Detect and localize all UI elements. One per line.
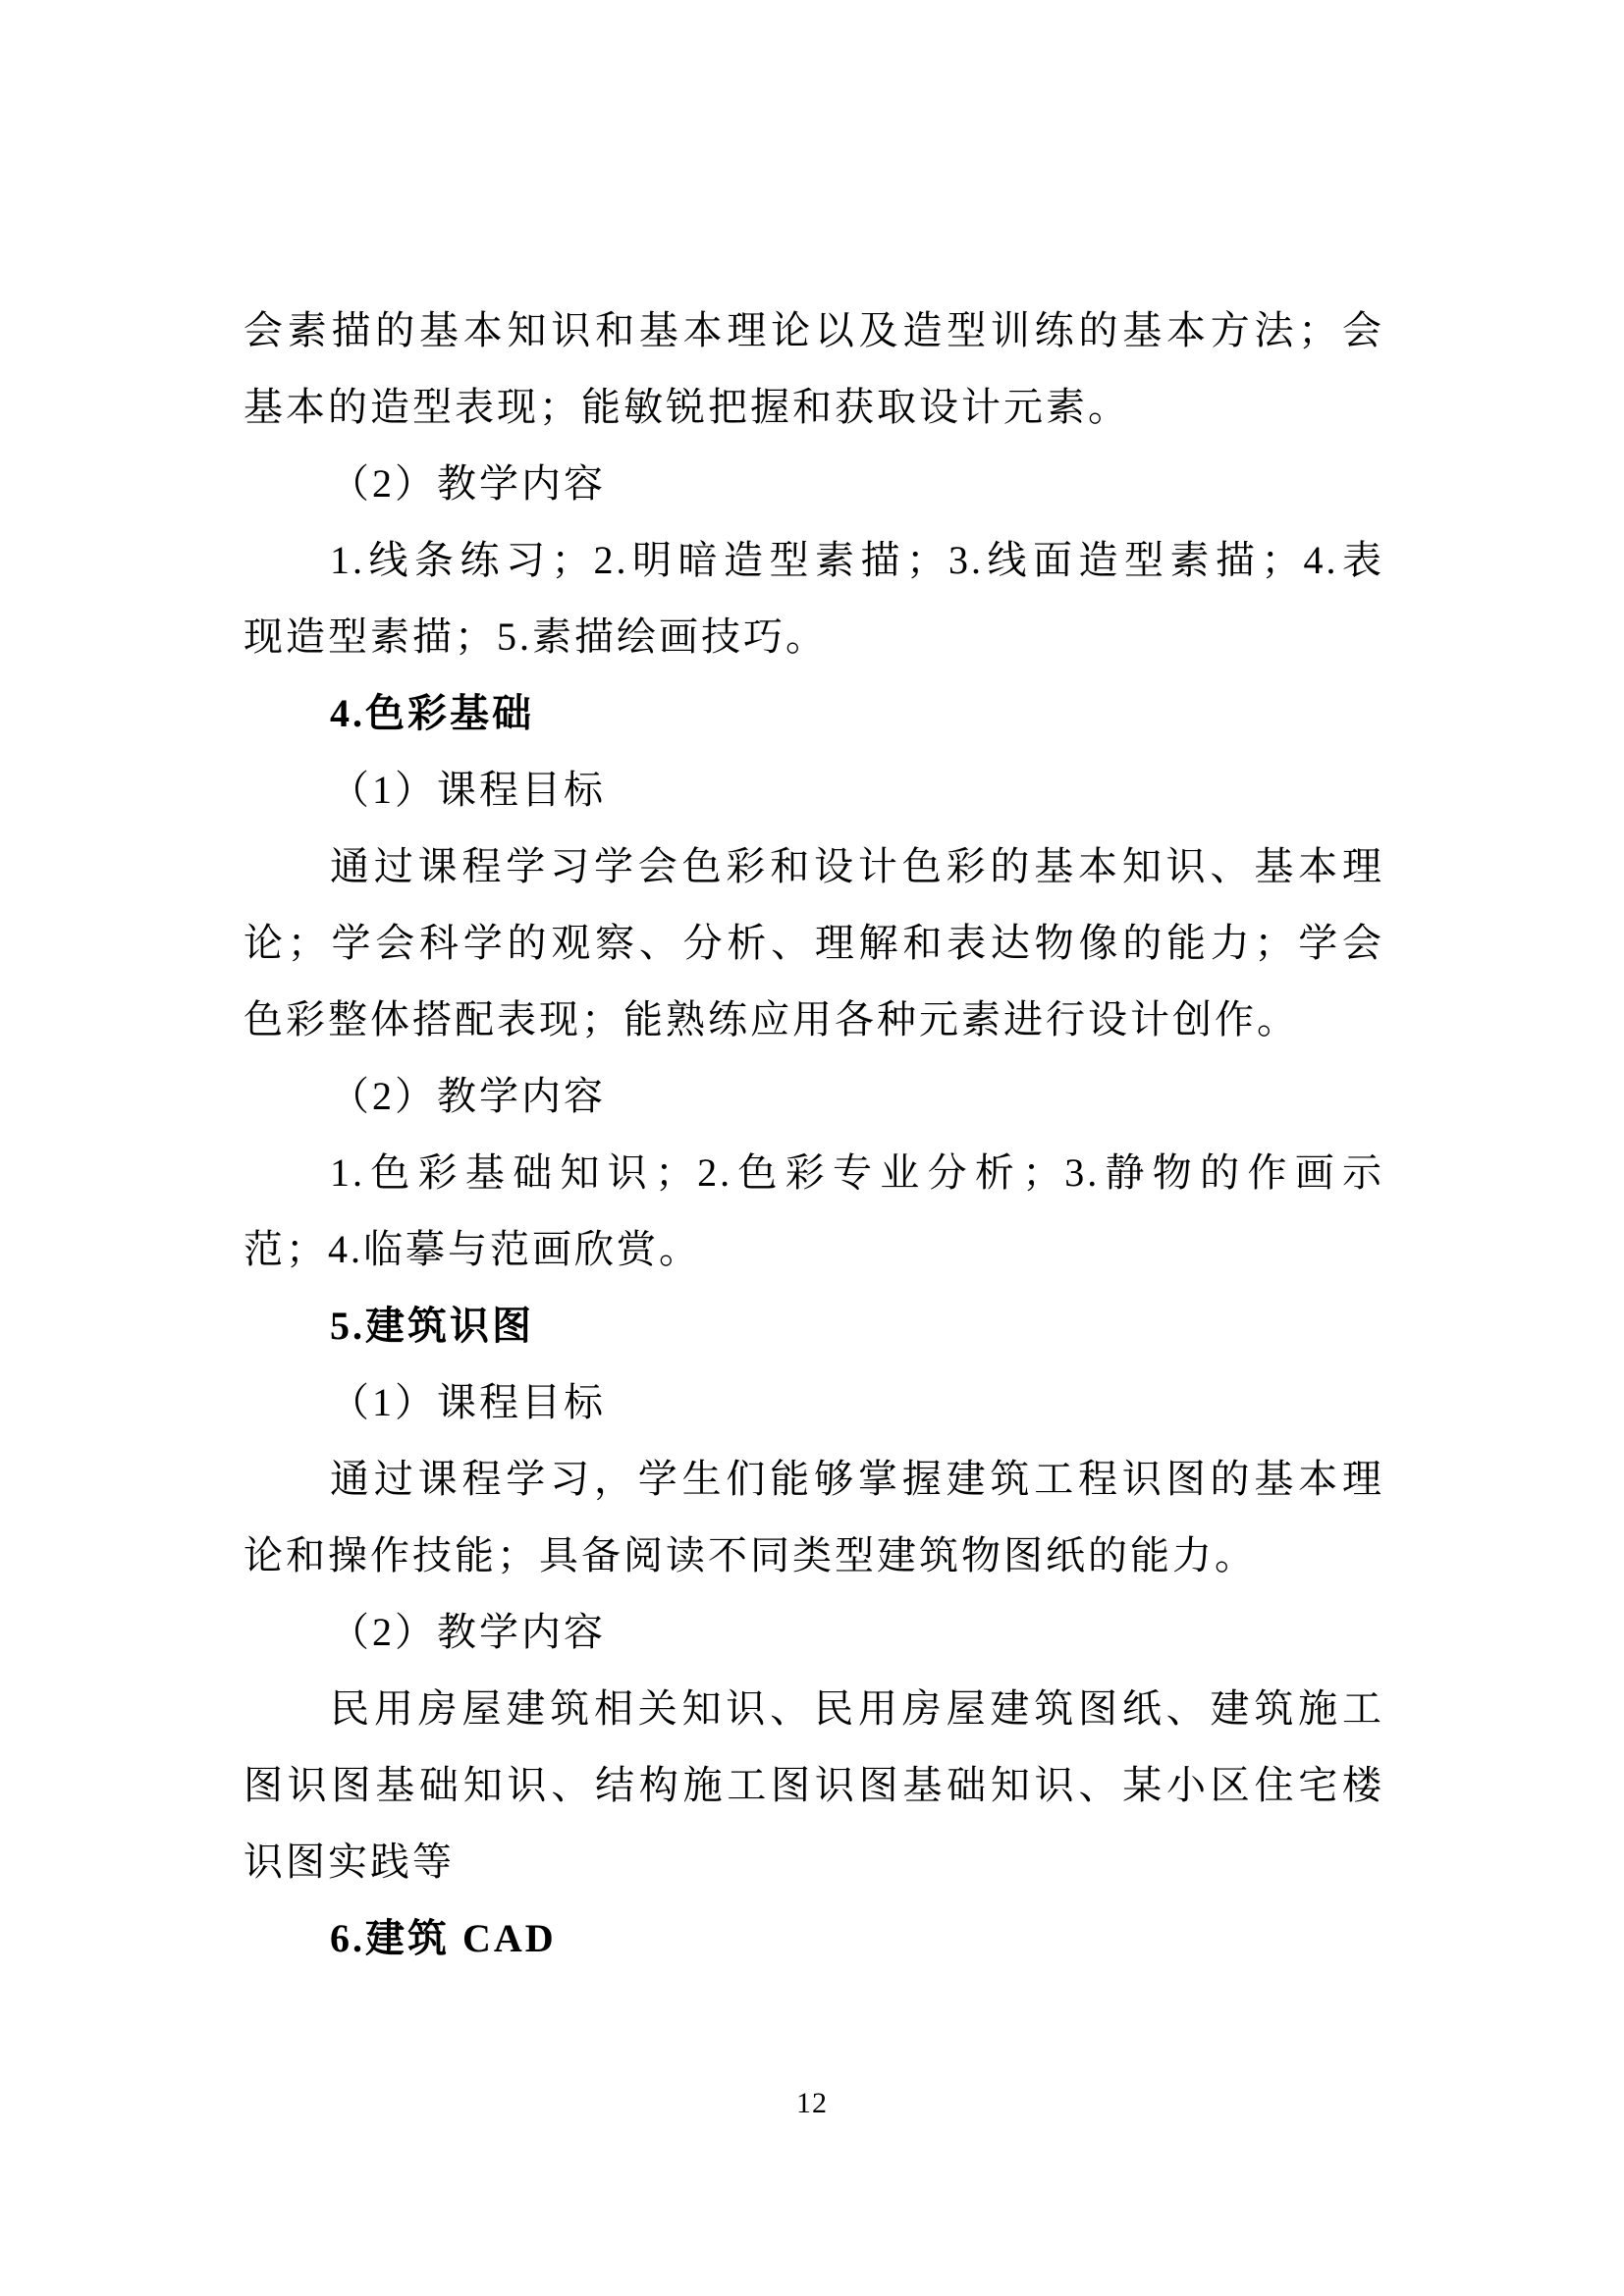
paragraph — [244, 1364, 1384, 1441]
text-line: （1）课程目标 — [330, 768, 606, 812]
text-line: 论和操作技能；具备阅读不同类型建筑物图纸的能力。 — [244, 1533, 1257, 1577]
text-line: 1.色彩基础知识；2.色彩专业分析；3.静物的作画示 — [330, 1150, 1384, 1195]
text-line: 现造型素描；5.素描绘画技巧。 — [244, 614, 828, 659]
paragraph — [244, 522, 1384, 675]
text-line: 4.色彩基础 — [330, 691, 534, 735]
text-line: 6.建筑 CAD — [330, 1916, 557, 1960]
text-line: 会素描的基本知识和基本理论以及造型训练的基本方法；会 — [244, 308, 1384, 352]
section-heading — [244, 675, 1384, 752]
page-body — [244, 293, 1384, 1977]
paragraph — [244, 752, 1384, 828]
text-line: 识图实践等 — [244, 1840, 455, 1884]
text-line: （2）教学内容 — [330, 461, 606, 506]
paragraph — [244, 828, 1384, 1058]
text-line: 图识图基础知识、结构施工图识图基础知识、某小区住宅楼 — [244, 1763, 1384, 1807]
text-line: （1）课程目标 — [330, 1380, 606, 1424]
section-heading — [244, 1288, 1384, 1364]
text-line: 范；4.临摹与范画欣赏。 — [244, 1227, 701, 1271]
paragraph — [244, 1594, 1384, 1671]
text-line: 论；学会科学的观察、分析、理解和表达物像的能力；学会 — [244, 921, 1384, 965]
text-line: 1.线条练习；2.明暗造型素描；3.线面造型素描；4.表 — [330, 538, 1384, 582]
paragraph — [244, 1135, 1384, 1288]
paragraph — [244, 446, 1384, 522]
text-line: 5.建筑识图 — [330, 1304, 534, 1348]
text-line: （2）教学内容 — [330, 1074, 606, 1118]
text-line: （2）教学内容 — [330, 1610, 606, 1654]
paragraph — [244, 1441, 1384, 1594]
text-line: 基本的造型表现；能敏锐把握和获取设计元素。 — [244, 385, 1130, 429]
text-line: 通过课程学习，学生们能够掌握建筑工程识图的基本理 — [330, 1457, 1384, 1501]
text-line: 通过课程学习学会色彩和设计色彩的基本知识、基本理 — [330, 844, 1384, 888]
page-number: 12 — [796, 2087, 828, 2119]
paragraph — [244, 1058, 1384, 1135]
paragraph — [244, 1671, 1384, 1900]
section-heading — [244, 1900, 1384, 1977]
text-line: 民用房屋建筑相关知识、民用房屋建筑图纸、建筑施工 — [330, 1686, 1384, 1731]
paragraph — [244, 293, 1384, 446]
text-line: 色彩整体搭配表现；能熟练应用各种元素进行设计创作。 — [244, 997, 1299, 1041]
